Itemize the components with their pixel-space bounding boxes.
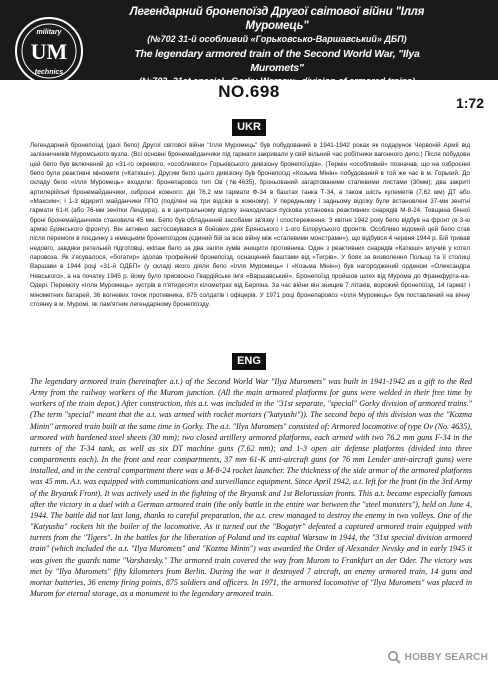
logo-text-top: military: [36, 29, 62, 36]
section-label-ukr: UKR: [232, 119, 266, 136]
hobby-search-icon: [387, 650, 401, 664]
body-text-eng: The legendary armored train (hereinafter a.t.) of the Second World War "Ilya Muromets" was built in 1941-1942 as a gift to the Red Army from the railway workers of the Murom junction. (All the main armored platforms for guns were welded in their free time by workers of the train depot.) After construction, this a.t. was included in the "31st separate, "special" Gorky division of armored trains." (The term "special" meant that the a.t. was armed with rocket mortars ("katyushi")). The second bepo of this division was the "Kozma Minin" armored train built at the same time in Gorky. The a.t. "Ilya Muromets" consisted of: Armored locomotive of type Ov (No. 4635), armored with hardened steel sheets (30 mm); two closed artillery armored platforms, each armed with two 76.2 mm guns F-34 in the turrets of the T-34 tank, as well as six DT machine guns (7.62 mm); and 1-3 open air defense platforms (divided into three compartments each). In the front and rear compartments, 37 mm 61-K anti-aircraft guns (or 76 mm Lender anti-aircraft guns) were installed, and in the central compartment there was a M-8-24 rocket launcher. The thickness of the side armor of the armored platforms was 45 mm. A.t. was equipped with communications and surveillance equipment. Since April 1942, a.t. left for the front (in the 3rd Army of the Bryansk Front). It was actively used in the fighting of the Bryansk and 1st Belorussian fronts. This a.t. became especially famous after the victory in a duel with a German armored train (the only battle in the entire war between the "steel monsters"), held on June 4, 1944. The battle did not last long, thanks to careful preparation, the a.t. crew managed to destroy the enemy in two volleys. One of the "Katyusha" rockets hit the boiler of the locomotive. As it turned out the "Bogatyr" defeated a captured armored train equipped with turrets from the "Tigers". In the battles for the liberation of Poland and its capital Warsaw in 1944, the "31st special division armored train" (which included the a.t. "Ilya Muromets" and "Kozma Minin") was awarded the Order of Alexander Nevsky and in early 1945 it was given the guards name "Varshavsky." The armored train covered the way from Murom to Frankfurt an der Oder. The victory was met by "Ilya Muromets" fifty kilometers from Berlin. During the war it destroyed 7 aircraft, an enemy armored train, 14 guns and mortar batteries, 36 enemy firing points, 875 soldiers and officers. In 1971, the armored locomotive of "Ilya Muromets" was placed in Murom for eternal storage, as a monument to the legendary armored train.: [30, 377, 472, 598]
logo-text-bottom: technics: [34, 69, 64, 76]
watermark-text: HOBBY SEARCH: [404, 651, 488, 663]
section-label-eng: ENG: [232, 353, 266, 370]
body-text-ukr: Легендарний бронепоїзд (далі бепо) Другої світової війни "Ілля Муромець" був побудований в 1941-1942 роках як подарунок Червоній Армії від залізничників Муромського вузла. (Всі основні бронемайданчики під гармати закривали у свій вільний час робітники вагонного депо.) Після побудови цей бепо був включений до «31-го окремого, «особливого» Горьківського дивізіону бронепоїздів». (Термін «особливий» позначав, що на озброєнні бепо були реактивні міномети («Катюші»). Другим бепо цього дивізіону був бронепоїзд «Козьма Мінін» побудований в той же час в м. Горький. До складу бепо «Ілля Муромець» входили: бронепаровоз тип Ов (№4635), броньований загартованими сталевими листами (30мм); два закриті артилерійські бронемайданчики, озброєні кожного: дві 76,2 мм гармати Ф-34 в баштах танка Т-34, а також шість кулеметів (7,62 мм) ДТ або «Максим»; і 1-3 відкриті майданчики ППО (поділені на три відсіки в кожному). У передньому і задньому відсіку були встановлені 37-мм зенітні гармати 61-К (або 76-мм зенітки Лендера), а в центральному відсіку знаходилася пускова установка реактивних снарядів М-8-24. Товщина бічної броні бронемайданчиків становила 45 мм. Бепо був обладнаний засобами зв'язку і спостереження. З квітня 1942 року бепо відбув на фронт (в 3-ю армію Брянського фронту). Він активно застосовувався в бойових діях Брянського і 1-ого Білоруського фронтів. Особливо відомий цей бепо став після перемоги в поєдинку з німецьким бронепоїздом (єдиний бій за всю війну між «сталевими монстрами»), що відбувся 4 червня 1944 р. Бій тривав недовго, завдяки ретельній підготовці, екіпаж бепо за два залпи зумів знищити противника. Один з реактивних снарядів «Катюші» влучив у котел паровоза. Як з'ясувалося, «богатир» здолав трофейний бронепоїзд, оснащений баштами від «Тигрів». У боях за визволення Польщі та її столиці Варшави в 1944 році «31-й ОДБП» (у складі якого діяли бепо «Ілля Муромець» і «Козьма Мінін») був нагороджений орденом «Олександра Невського», а на початку 1945 р. йому було присвоєно Гвардійське ім'я «Варшавський». Бронепоїзд пройшов шлях від Мурома до Франкфурта-на-Одері. Перемогу «Ілля Муромець» зустрів в п'ятидесяти кілометрах від Берліна. За час війни він знищив 7 літаків, ворожий бронепоїзд, 14 гармат і мінометних батарей, 36 вогневих точок противника, 875 солдатів і офіцерів. У 1971 році бронепаровоз «Ілля Муромець» був поставлений на вічну стоянку в м. Муромі, як пам'ятник легендарному бронепоїзду.: [30, 142, 470, 308]
scale-label: 1:72: [455, 95, 484, 111]
um-logo-icon: [14, 16, 84, 86]
subtitle-ukr: (№702 31-й особливий «Горьковсько-Варшавський» ДБП): [147, 34, 407, 44]
logo-text-mark: UM: [30, 39, 68, 64]
hobby-search-watermark: [387, 649, 488, 665]
product-number: NO.698: [0, 80, 498, 104]
title-eng: The legendary armored train of the Second World War, "Ilya Muromets": [134, 48, 420, 74]
title-ukr: Легендарний бронепоїзд Другої світової війни "Ілля Муромець": [129, 6, 425, 32]
header-titles: [112, 5, 442, 87]
